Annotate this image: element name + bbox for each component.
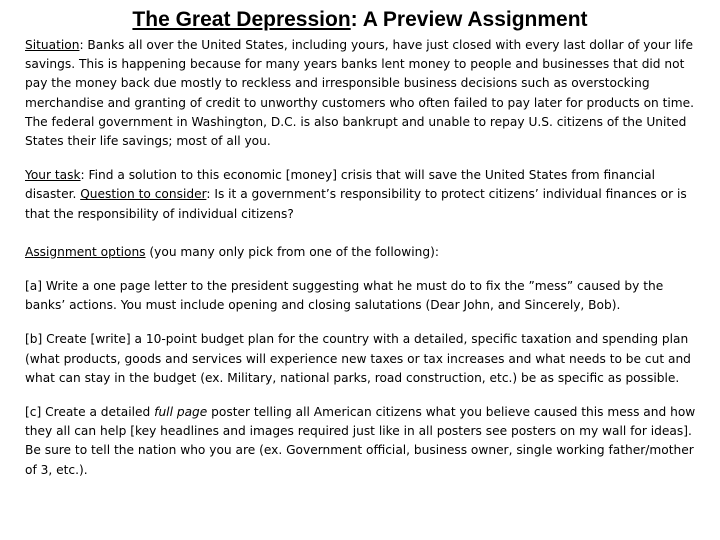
page-title [0, 6, 720, 34]
task-text: : Find a solution to this economic [money] crisis that will save the United States from financial disaster. [25, 168, 656, 202]
option-b-text: [b] Create [write] a 10-point budget plan for the country with a detailed, specific taxation and spending plan (what products, goods and services will experience new taxes or tax increases and what needs to be cut and what can stay in the budget (ex. Military, national parks, road construction, etc.) be as specific as possible. [25, 332, 691, 385]
situation-paragraph [25, 36, 707, 151]
question-text: : Is it a government’s responsibility to protect citizens’ individual finances or is that the responsibility of individual citizens? [25, 187, 687, 221]
option-a-paragraph [25, 277, 707, 315]
options-label: Assignment options [25, 244, 146, 259]
task-paragraph [25, 166, 707, 224]
option-b-paragraph [25, 330, 707, 388]
title-rest: : A Preview Assignment [350, 8, 588, 31]
options-text: (you many only pick from one of the following): [145, 244, 439, 259]
task-label: Your task [25, 168, 81, 183]
situation-label: Situation [25, 38, 80, 52]
situation-text: : Banks all over the United States, including yours, have just closed with every last dollar of your life savings. This is happening because for many years banks lent money to people and businesses that did not pay the money back due mostly to reckless and irresponsible business decisions such as overstocking merchandise and granting of credit to unworthy customers who often failed to pay later for products on time. The federal government in Washington, D.C. is also bankrupt and unable to repay U.S. citizens of the United States their life savings; most of all you. [25, 38, 695, 149]
document-body [25, 36, 707, 480]
option-c-after: poster telling all American citizens what you believe caused this mess and how they all can help [key headlines and images required just like in all posters see posters on my wall for ideas]. Be sure to tell the nation who you are (ex. Government official, business owner, single working father/mother of 3, etc.). [25, 405, 696, 477]
options-heading [25, 243, 707, 262]
option-c-before: [c] Create a detailed [25, 405, 155, 420]
question-label: Question to consider [80, 187, 207, 202]
option-c-paragraph [25, 403, 707, 480]
title-main: The Great Depression [132, 8, 351, 31]
option-c-emphasis: full page [154, 405, 208, 420]
option-a-text: [a] Write a one page letter to the president suggesting what he must do to fix the ”mess” caused by the banks’ actions. You must include opening and closing salutations (Dear John, and Sincerely, Bob). [25, 279, 664, 313]
